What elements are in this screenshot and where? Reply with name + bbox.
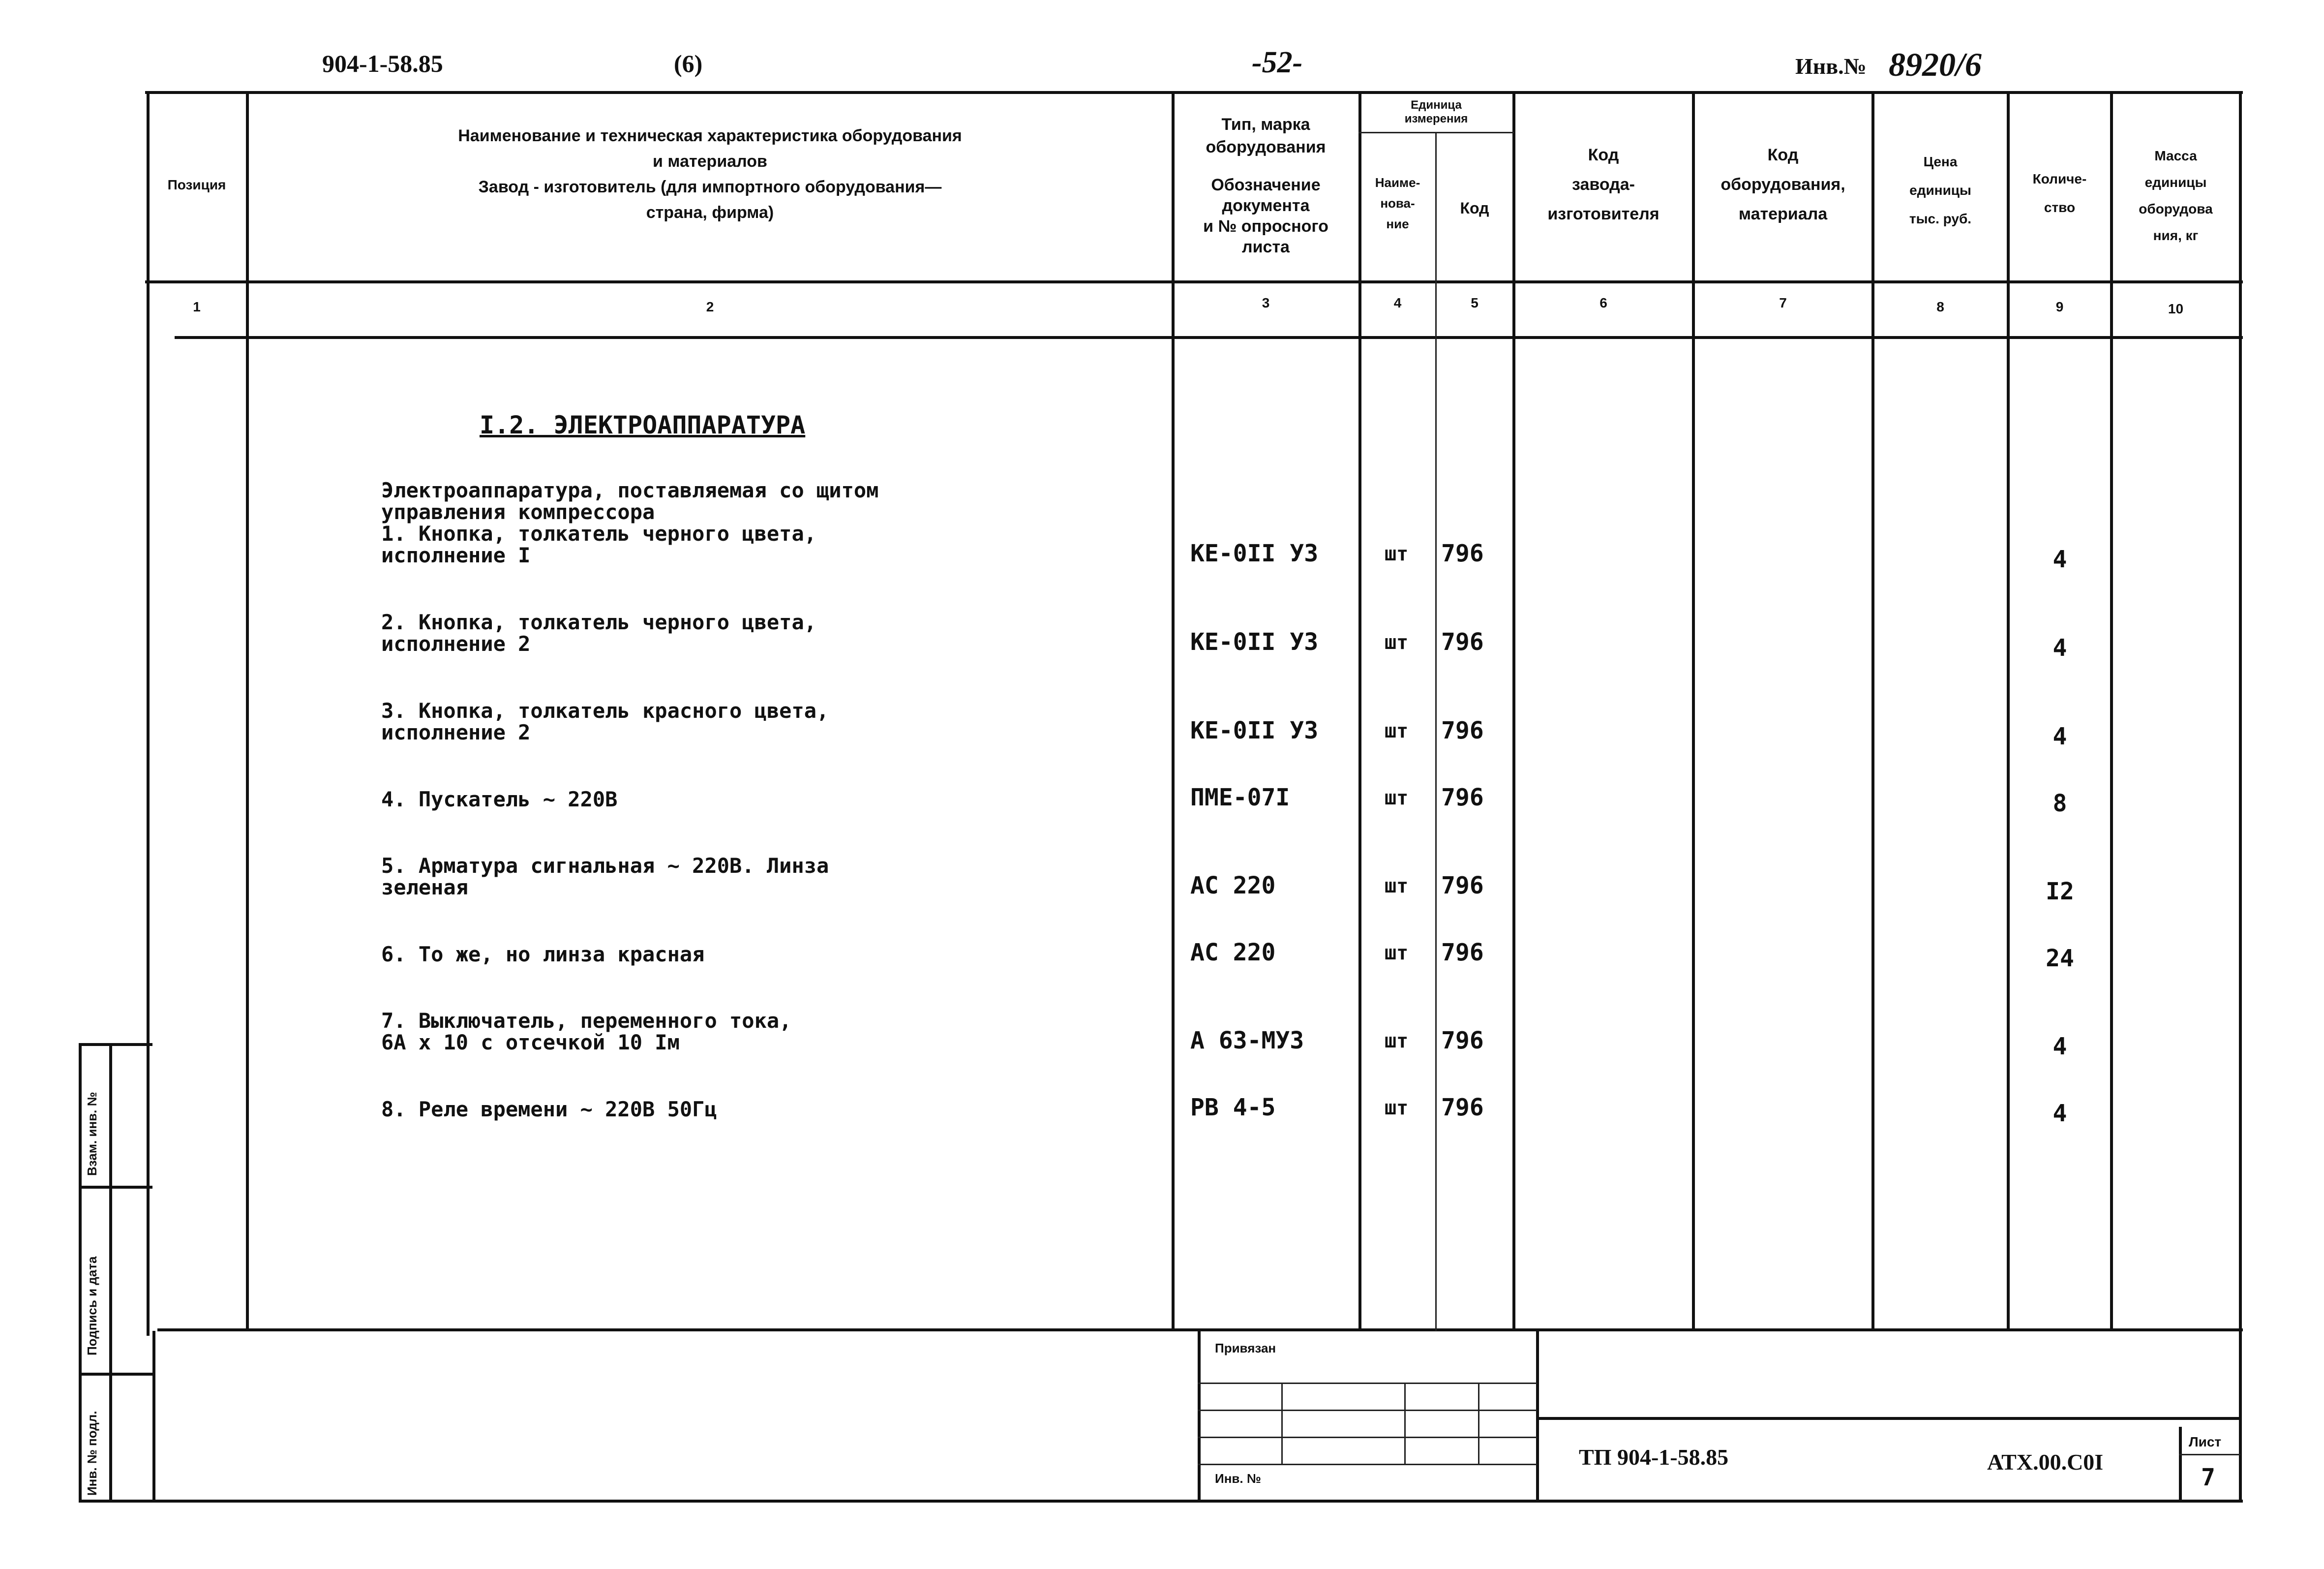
header-name-line4: страна, фирма) bbox=[646, 203, 774, 222]
row-name-line1: 5. Арматура сигнальная ~ 220В. Линза bbox=[381, 854, 829, 878]
row-quantity: 4 bbox=[2052, 1100, 2067, 1127]
sheet-label: Лист bbox=[2189, 1434, 2222, 1449]
inventory-number-label: Инв. № bbox=[1215, 1471, 1261, 1486]
row-quantity: I2 bbox=[2046, 878, 2074, 905]
header-type-line2: оборудования bbox=[1206, 138, 1326, 156]
header-unit-mass bbox=[2113, 143, 2239, 249]
column-number-5: 5 bbox=[1471, 295, 1479, 310]
side-stamp-outer bbox=[79, 1043, 82, 1503]
row-name-line1: 4. Пускатель ~ 220В bbox=[381, 787, 618, 811]
row-name-line2: исполнение 2 bbox=[381, 720, 531, 744]
side-stamp-original-inventory: Инв. № подл. bbox=[85, 1411, 99, 1496]
header-unit-group bbox=[1360, 98, 1512, 126]
column-numbers-bottom-border bbox=[175, 336, 2243, 339]
row-quantity: 4 bbox=[2052, 546, 2067, 573]
column-number-7: 7 bbox=[1779, 295, 1787, 310]
row-unit: шт bbox=[1385, 787, 1409, 809]
header-designation-line4: листа bbox=[1242, 238, 1290, 256]
unit-group-divider bbox=[1358, 132, 1514, 133]
header-name-description bbox=[248, 123, 1172, 225]
side-stamp-inner bbox=[109, 1043, 112, 1503]
row-unit-code: 796 bbox=[1441, 1094, 1484, 1121]
column-number-1: 1 bbox=[193, 299, 201, 314]
sheet-number: 7 bbox=[2201, 1464, 2215, 1491]
header-type-brand bbox=[1173, 113, 1358, 158]
document-designation: ТП 904-1-58.85 bbox=[1579, 1445, 1729, 1470]
row-unit: шт bbox=[1385, 875, 1409, 897]
row-type: ПМЕ-07I bbox=[1190, 784, 1290, 811]
header-unit-code: Код bbox=[1460, 199, 1489, 217]
row-quantity: 24 bbox=[2046, 945, 2074, 972]
album-code: АТХ.00.С0I bbox=[1987, 1449, 2104, 1475]
header-plant-code-line3: изготовителя bbox=[1547, 205, 1660, 223]
header-equipment-code-line2: оборудования, bbox=[1720, 175, 1845, 194]
stamp-grid-line-4 bbox=[1198, 1464, 1537, 1465]
col-divider-2 bbox=[1172, 91, 1175, 1331]
col-divider-9 bbox=[2110, 91, 2113, 1331]
header-unit-mass-line2: единицы bbox=[2144, 175, 2207, 190]
header-name-line3: Завод - изготовитель (для импортного оборудования— bbox=[478, 178, 942, 196]
row-unit-code: 796 bbox=[1441, 1027, 1484, 1054]
sheet-box-left bbox=[2179, 1427, 2182, 1501]
row-name-line2: исполнение I bbox=[381, 543, 531, 567]
row-name-line1: 7. Выключатель, переменного тока, bbox=[381, 1009, 792, 1033]
header-unit-name-line1: Наиме- bbox=[1375, 175, 1420, 190]
stamp-grid-vline-1 bbox=[1281, 1383, 1283, 1464]
header-designation bbox=[1173, 175, 1358, 257]
col-divider-5 bbox=[1512, 91, 1515, 1331]
header-name-line2: и материалов bbox=[653, 152, 767, 171]
side-stamp-top bbox=[79, 1043, 152, 1046]
header-designation-line3: и № опросного bbox=[1203, 217, 1328, 236]
stamp-grid-vline-2 bbox=[1404, 1383, 1406, 1464]
stamp-grid-line-3 bbox=[1198, 1437, 1537, 1438]
header-unit-price-line2: единицы bbox=[1909, 183, 1971, 198]
header-unit-line2: измерения bbox=[1404, 112, 1468, 125]
row-type: А 63-МУ3 bbox=[1190, 1027, 1304, 1054]
col-divider-4 bbox=[1435, 132, 1437, 1331]
header-unit-mass-line3: оборудова bbox=[2139, 201, 2213, 216]
row-unit-code: 796 bbox=[1441, 717, 1484, 744]
header-plant-code bbox=[1515, 140, 1692, 229]
intro-line-2: управления компрессора bbox=[381, 500, 655, 524]
row-unit: шт bbox=[1385, 720, 1409, 742]
col-divider-6 bbox=[1692, 91, 1695, 1331]
row-type: КЕ-0II У3 bbox=[1190, 717, 1319, 744]
sheet-paren-label: (6) bbox=[674, 50, 703, 77]
row-quantity: 4 bbox=[2052, 634, 2067, 662]
header-unit-line1: Единица bbox=[1411, 98, 1462, 112]
stamp-privyazan-left bbox=[1198, 1331, 1201, 1503]
row-unit: шт bbox=[1385, 942, 1409, 964]
header-quantity bbox=[2009, 165, 2110, 222]
header-name-line1: Наименование и техническая характеристика оборудования bbox=[458, 126, 962, 145]
header-unit-price-line3: тыс. руб. bbox=[1909, 211, 1972, 226]
row-unit-code: 796 bbox=[1441, 872, 1484, 899]
col-divider-8 bbox=[2007, 91, 2010, 1331]
document-code: 904-1-58.85 bbox=[322, 50, 443, 77]
header-bottom-border bbox=[145, 280, 2243, 283]
row-name-line1: 6. То же, но линза красная bbox=[381, 942, 705, 966]
row-name-line1: 3. Кнопка, толкатель красного цвета, bbox=[381, 699, 829, 723]
page-number: -52- bbox=[1252, 46, 1303, 79]
column-number-6: 6 bbox=[1600, 295, 1607, 310]
row-type: КЕ-0II У3 bbox=[1190, 628, 1319, 656]
header-unit-name bbox=[1360, 172, 1435, 234]
row-type: КЕ-0II У3 bbox=[1190, 540, 1319, 567]
sheet-box-divider bbox=[2179, 1454, 2240, 1455]
col-divider-7 bbox=[1871, 91, 1874, 1331]
header-unit-mass-line4: ния, кг bbox=[2153, 228, 2199, 243]
row-name-line1: 2. Кнопка, толкатель черного цвета, bbox=[381, 610, 817, 634]
table-right-border bbox=[2239, 91, 2242, 1503]
column-number-4: 4 bbox=[1393, 295, 1402, 310]
header-equipment-code-line1: Код bbox=[1767, 146, 1799, 164]
column-number-2: 2 bbox=[706, 299, 714, 314]
row-type: АС 220 bbox=[1190, 939, 1276, 966]
row-unit-code: 796 bbox=[1441, 628, 1484, 656]
row-unit-code: 796 bbox=[1441, 784, 1484, 811]
row-unit: шт bbox=[1385, 631, 1409, 654]
attached-label: Привязан bbox=[1215, 1341, 1276, 1355]
column-number-8: 8 bbox=[1936, 299, 1944, 314]
header-quantity-line1: Количе- bbox=[2032, 171, 2087, 186]
header-unit-price-line1: Цена bbox=[1923, 154, 1958, 169]
header-unit-name-line2: нова- bbox=[1380, 196, 1415, 211]
header-unit-name-line3: ние bbox=[1386, 216, 1409, 231]
side-stamp-divider-1 bbox=[79, 1186, 152, 1189]
row-unit: шт bbox=[1385, 1097, 1409, 1119]
row-unit-code: 796 bbox=[1441, 540, 1484, 567]
side-stamp-replacement-inventory: Взам. инв. № bbox=[85, 1092, 99, 1176]
header-position: Позиция bbox=[167, 177, 226, 192]
row-quantity: 8 bbox=[2052, 790, 2067, 817]
header-equipment-code bbox=[1694, 140, 1871, 229]
row-name-line2: исполнение 2 bbox=[381, 632, 531, 656]
header-unit-mass-line1: Масса bbox=[2154, 148, 2197, 163]
stamp-grid-line-1 bbox=[1198, 1383, 1537, 1384]
row-type: АС 220 bbox=[1190, 872, 1276, 899]
row-unit-code: 796 bbox=[1441, 939, 1484, 966]
col-divider-3 bbox=[1358, 91, 1361, 1331]
title-block-divider bbox=[1536, 1417, 2242, 1420]
header-designation-line1: Обозначение bbox=[1211, 176, 1321, 194]
row-unit: шт bbox=[1385, 543, 1409, 565]
stamp-left-border bbox=[152, 1331, 155, 1503]
row-quantity: 4 bbox=[2052, 723, 2067, 750]
row-quantity: 4 bbox=[2052, 1033, 2067, 1060]
header-type-line1: Тип, марка bbox=[1221, 115, 1310, 134]
row-name-line2: 6А х 10 с отсечкой 10 Ім bbox=[381, 1030, 680, 1054]
row-name-line1: 1. Кнопка, толкатель черного цвета, bbox=[381, 522, 817, 546]
header-equipment-code-line3: материала bbox=[1738, 205, 1828, 223]
section-title: I.2. ЭЛЕКТРОАППАРАТУРА bbox=[480, 411, 806, 439]
row-type: РВ 4-5 bbox=[1190, 1094, 1276, 1121]
intro-line-1: Электроаппаратура, поставляемая со щитом bbox=[381, 478, 879, 502]
stamp-grid-vline-3 bbox=[1478, 1383, 1479, 1464]
side-stamp-signature-date: Подпись и дата bbox=[85, 1256, 99, 1355]
column-number-10: 10 bbox=[2168, 301, 2184, 316]
header-unit-price bbox=[1874, 148, 2007, 233]
header-designation-line2: документа bbox=[1222, 196, 1310, 215]
row-unit: шт bbox=[1385, 1030, 1409, 1052]
row-name-line2: зеленая bbox=[381, 875, 469, 899]
col-divider-1 bbox=[246, 91, 249, 1331]
table-left-border bbox=[147, 91, 150, 1336]
page-bottom-border bbox=[79, 1500, 2243, 1503]
inventory-label: Инв.№ bbox=[1795, 54, 1867, 79]
column-number-3: 3 bbox=[1262, 295, 1270, 310]
table-top-border bbox=[145, 91, 2243, 94]
row-name-line1: 8. Реле времени ~ 220В 50Гц bbox=[381, 1097, 717, 1121]
header-plant-code-line1: Код bbox=[1588, 146, 1619, 164]
header-quantity-line2: ство bbox=[2044, 200, 2076, 215]
side-stamp-divider-2 bbox=[79, 1373, 152, 1376]
header-plant-code-line2: завода- bbox=[1572, 175, 1635, 194]
column-number-9: 9 bbox=[2055, 299, 2064, 314]
stamp-grid-line-2 bbox=[1198, 1410, 1537, 1411]
inventory-number: 8920/6 bbox=[1889, 46, 1982, 83]
